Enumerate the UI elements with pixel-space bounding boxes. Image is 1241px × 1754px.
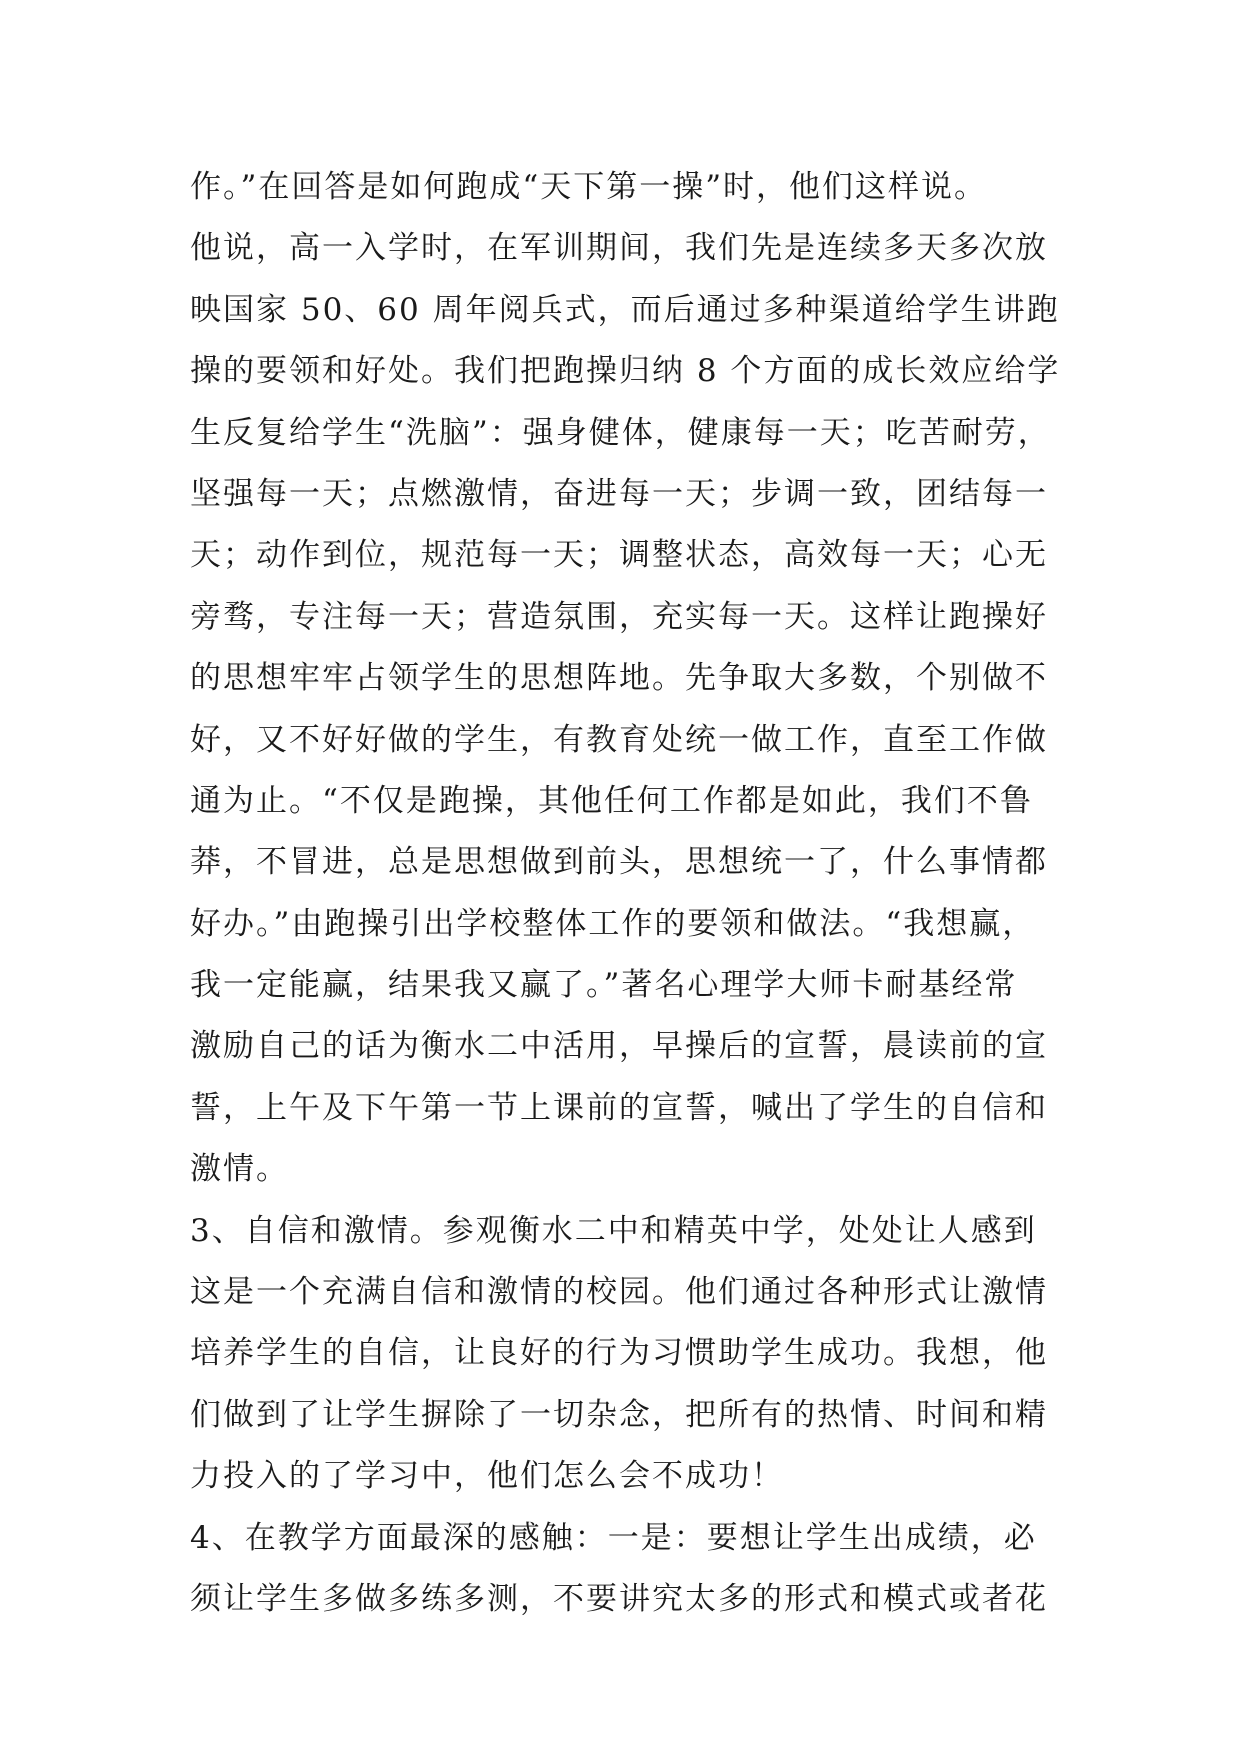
text-line: 激励自己的话为衡水二中活用，早操后的宣誓，晨读前的宣	[190, 1028, 1048, 1065]
text-line: 激情。	[190, 1151, 289, 1188]
text-line: 天；动作到位，规范每一天；调整状态，高效每一天；心无	[190, 537, 1048, 574]
text-line: 力投入的了学习中，他们怎么会不成功！	[190, 1458, 784, 1495]
text-line: 生反复给学生“洗脑”：强身健体，健康每一天；吃苦耐劳，	[190, 414, 1051, 451]
document-body-text	[190, 157, 1060, 1630]
text-line: 旁骛，专注每一天；营造氛围，充实每一天。这样让跑操好	[190, 598, 1048, 635]
text-line: 他说，高一入学时，在军训期间，我们先是连续多天多次放	[190, 230, 1048, 267]
section-heading-line: 3、自信和激情。参观衡水二中和精英中学，处处让人感到	[190, 1212, 1037, 1249]
text-line: 映国家 50、60 周年阅兵式，而后通过多种渠道给学生讲跑	[190, 291, 1060, 328]
text-line: 这是一个充满自信和激情的校园。他们通过各种形式让激情	[190, 1274, 1048, 1311]
text-line: 通为止。“不仅是跑操，其他任何工作都是如此，我们不鲁	[190, 782, 1033, 819]
text-line: 好，又不好好做的学生，有教育处统一做工作，直至工作做	[190, 721, 1048, 758]
text-line: 培养学生的自信，让良好的行为习惯助学生成功。我想，他	[190, 1335, 1048, 1372]
text-line: 誓，上午及下午第一节上课前的宣誓，喊出了学生的自信和	[190, 1089, 1048, 1126]
text-line: 作。”在回答是如何跑成“天下第一操”时，他们这样说。	[190, 169, 988, 205]
text-line: 好办。”由跑操引出学校整体工作的要领和做法。“我想赢，	[190, 905, 1036, 942]
text-line: 我一定能赢，结果我又赢了。”著名心理学大师卡耐基经常	[190, 967, 1018, 1004]
text-line: 操的要领和好处。我们把跑操归纳 8 个方面的成长效应给学	[190, 353, 1061, 390]
text-line: 莽，不冒进，总是思想做到前头，思想统一了，什么事情都	[190, 844, 1048, 881]
text-line: 须让学生多做多练多测，不要讲究太多的形式和模式或者花	[190, 1580, 1048, 1617]
section-heading-line: 4、在教学方面最深的感触：一是：要想让学生出成绩，必	[190, 1519, 1037, 1556]
text-line: 们做到了让学生摒除了一切杂念，把所有的热情、时间和精	[190, 1396, 1048, 1433]
text-line: 坚强每一天；点燃激情，奋进每一天；步调一致，团结每一	[190, 475, 1048, 512]
text-line: 的思想牢牢占领学生的思想阵地。先争取大多数，个别做不	[190, 660, 1048, 697]
